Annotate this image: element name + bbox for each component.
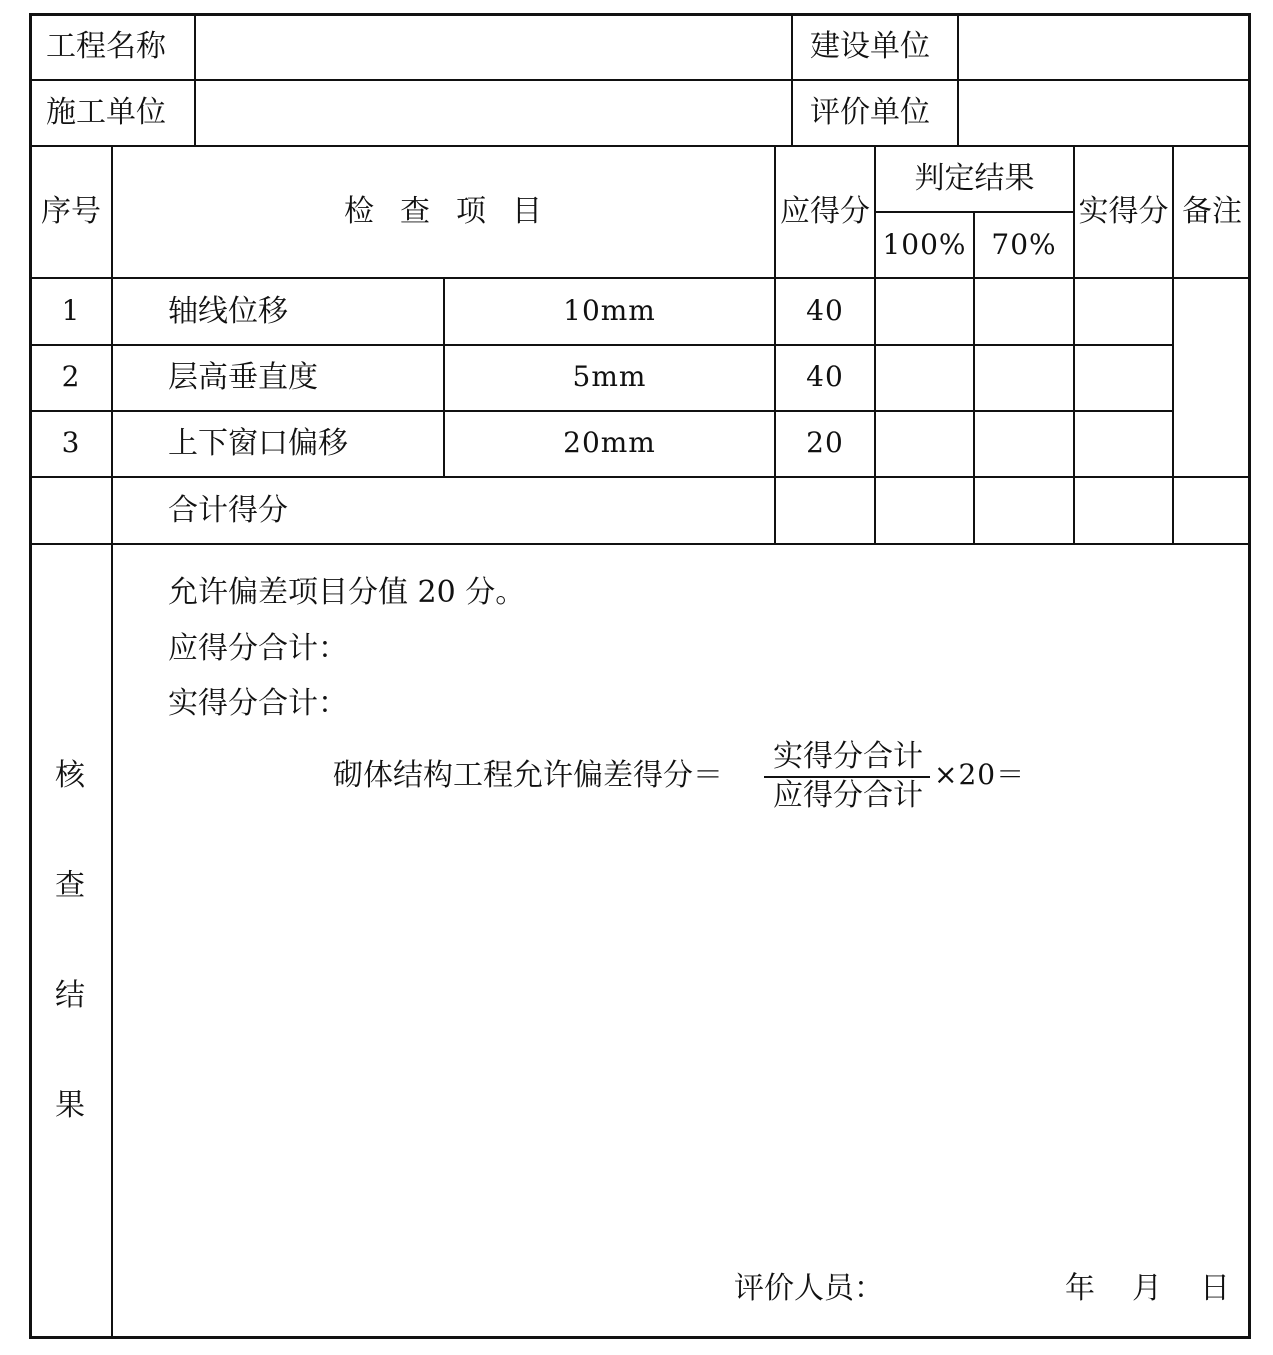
table-row-item: 层高垂直度 bbox=[168, 360, 318, 395]
evaluator-unit-field[interactable] bbox=[975, 98, 1235, 130]
table-row-tolerance: 20mm bbox=[563, 426, 656, 459]
construction-unit-field[interactable] bbox=[975, 32, 1235, 64]
col-header-judgement: 判定结果 bbox=[914, 161, 1035, 196]
check-label-char: 核 bbox=[55, 758, 85, 793]
col-header-actual-score: 实得分 bbox=[1078, 194, 1169, 229]
row-divider bbox=[30, 145, 1251, 147]
col-divider bbox=[111, 145, 113, 1339]
formula-right: ×20＝ bbox=[934, 758, 1026, 791]
table-row-should-score: 40 bbox=[806, 294, 844, 327]
project-name-label: 工程名称 bbox=[46, 29, 166, 64]
project-name-field[interactable] bbox=[210, 32, 780, 64]
table-row-index: 2 bbox=[61, 360, 81, 393]
formula-left: 砌体结构工程允许偏差得分＝ bbox=[333, 758, 723, 793]
row-divider bbox=[30, 543, 1251, 545]
table-row-item: 轴线位移 bbox=[168, 294, 288, 329]
total-score-label: 合计得分 bbox=[168, 493, 288, 528]
table-row-should-score: 40 bbox=[806, 360, 844, 393]
col-header-remark: 备注 bbox=[1182, 194, 1242, 229]
evaluator-label: 评价人员： bbox=[734, 1271, 884, 1306]
row-divider bbox=[30, 410, 1173, 412]
date-day: 日 bbox=[1200, 1271, 1230, 1306]
check-label-char: 结 bbox=[55, 978, 85, 1013]
formula-numerator: 实得分合计 bbox=[773, 739, 923, 774]
col-header-should-score: 应得分 bbox=[780, 194, 870, 229]
formula-fraction-bottom bbox=[764, 778, 932, 813]
col-divider bbox=[957, 14, 959, 146]
row-divider bbox=[30, 277, 1251, 279]
col-divider bbox=[874, 145, 876, 544]
col-divider bbox=[973, 211, 975, 544]
col-header-item: 检查项目 bbox=[344, 194, 568, 229]
check-label-char: 查 bbox=[55, 868, 85, 903]
date-year: 年 bbox=[1065, 1271, 1095, 1306]
construction-unit-label: 建设单位 bbox=[810, 29, 930, 64]
table-row-tolerance: 10mm bbox=[563, 294, 656, 327]
evaluator-unit-label: 评价单位 bbox=[810, 95, 930, 130]
row-divider bbox=[30, 79, 1251, 81]
col-header-index: 序号 bbox=[41, 194, 101, 229]
formula-fraction bbox=[764, 739, 932, 774]
table-row-tolerance: 5mm bbox=[572, 360, 647, 393]
table-row-index: 3 bbox=[61, 426, 81, 459]
date-month: 月 bbox=[1132, 1271, 1162, 1306]
table-row-should-score: 20 bbox=[806, 426, 844, 459]
formula-denominator: 应得分合计 bbox=[773, 778, 923, 813]
col-divider bbox=[791, 14, 793, 146]
check-note-line: 允许偏差项目分值 20 分。 bbox=[168, 575, 526, 610]
col-header-100: 100% bbox=[882, 228, 967, 261]
row-divider bbox=[30, 344, 1173, 346]
row-divider bbox=[30, 476, 1251, 478]
check-label-char: 果 bbox=[55, 1088, 85, 1123]
check-note-line: 实得分合计： bbox=[168, 686, 348, 721]
table-row-item: 上下窗口偏移 bbox=[168, 426, 348, 461]
builder-label: 施工单位 bbox=[46, 95, 166, 130]
builder-field[interactable] bbox=[210, 98, 780, 130]
check-note-line: 应得分合计： bbox=[168, 631, 348, 666]
col-header-70: 70% bbox=[991, 228, 1057, 261]
col-divider bbox=[194, 14, 196, 146]
table-row-index: 1 bbox=[61, 294, 81, 327]
